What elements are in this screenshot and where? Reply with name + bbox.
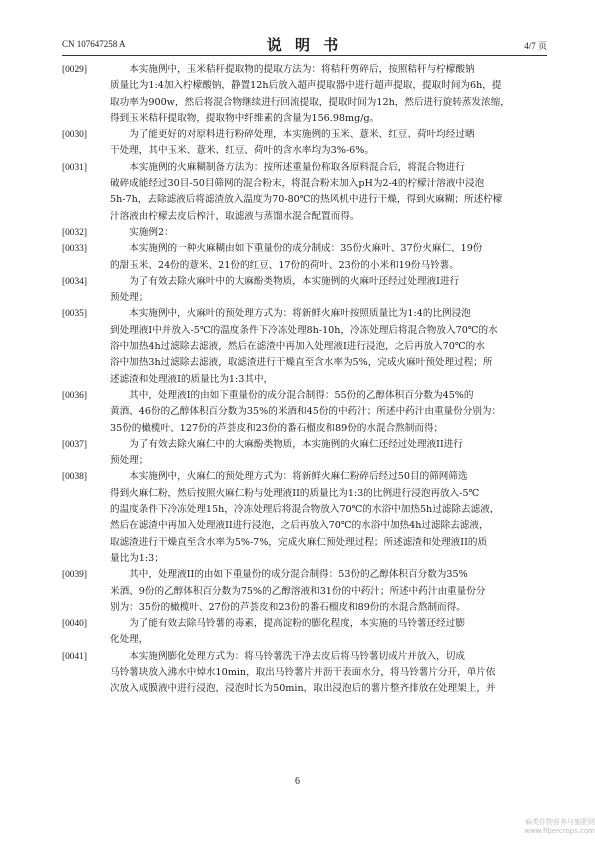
publication-number: CN 107647258 A [62,39,126,49]
paragraph-text: 本实施例中，玉米秸秆提取物的提取方法为：将秸秆剪碎后，按照秸秆与柠檬酸钠 质量比为1:4加入柠檬酸钠，静置12h后放入超声提取器中进行超声提取，提取时间为6h，提 取功率为900w，然后将混合物继续进行回流提取，提取时间为12h，然后进行旋转蒸发浓缩， 得到玉米秸秆提取物，提取物中纤维素的含量为156.98mg/g。 [110,64,510,124]
paragraph [62,160,547,225]
paragraph-number: [0037] [62,439,87,450]
paragraph-text: 其中，处理液II的由如下重量份的成分混合制得：53份的乙醇体积百分数为35% 米酒、9份的乙醇体积百分数为75%的乙醇溶液和31份的中药汁；所述中药汁由重量份分 别为：35份的橄榄叶、27份的芦荟皮和23份的番石榴皮和89份的水混合熬制而得。 [110,569,486,613]
watermark-site-name: 麻类作物营养与施肥网 [525,818,595,826]
paragraph-number: [0041] [62,651,87,662]
paragraph [62,437,547,470]
paragraph-text: 实施例2： [110,226,174,238]
paragraph-number: [0031] [62,162,87,173]
paragraph-number: [0036] [62,390,87,401]
paragraph-text: 为了有效去除火麻仁中的大麻酚类物质，本实施例的火麻仁还经过处理液II进行 预处理； [110,438,463,467]
paragraph [62,388,547,437]
paragraph [62,127,547,160]
paragraph-text: 本实施例中，火麻叶的预处理方式为：将新鲜火麻叶按照质量比为1:4的比例浸泡 到处理液I中并放入-5℃的温度条件下冷冻处理8h-10h，冷冻处理后将混合物放入70℃的水 浴中加热4h过滤除去滤液，然后在滤渣中再加入处理液I进行浸泡，之后再放入70℃的水 浴中加热3h过滤除去滤液，取滤渣进行干燥直至含水率为5%，完成火麻叶预处理过程；所 述滤渣和处理液I的质量比为1:3其中， [110,308,498,385]
paragraph-number: [0033] [62,244,87,255]
paragraph-number: [0032] [62,227,87,238]
paragraph-number: [0038] [62,472,87,483]
paragraph-text: 为了有效去除火麻叶中的大麻酚类物质，本实施例的火麻叶还经过处理液I进行 预处理； [110,275,460,304]
paragraph [62,649,547,698]
paragraph-text: 本实施例膨化处理方式为：将马铃薯洗干净去皮后将马铃薯切成片并放入，切成 马铃薯块放入沸水中焯水10min，取出马铃薯片并沥干表面水分，将马铃薯片分开，单片依 次放入成膜液中进行浸泡，浸泡时长为50min，取出浸泡后的薯片整齐排放在处理架上，并 [110,650,496,695]
paragraph [62,616,547,649]
paragraph-text: 本实施例的一种火麻糊由如下重量份的成分制成：35份火麻叶、37份火麻仁、19份 的甜玉米、24份的薏米、21份的红豆、17份的荷叶、23份的小米和19份马铃薯。 [110,243,483,271]
paragraph-text: 为了能更好的对原料进行粉碎处理，本实施例的玉米、薏米、红豆、荷叶均经过晒 干处理，其中玉米、薏米、红豆、荷叶的含水率均为3%-6%。 [110,129,475,157]
paragraph-number: [0030] [62,130,87,141]
header-divider [62,55,547,56]
paragraph-text: 本实施例中，火麻仁的预处理方式为：将新鲜火麻仁粉碎后经过50目的筛网筛选 得到火麻仁粉，然后按照火麻仁粉与处理液II的质量比为1:3的比例进行浸泡再放入-5℃ 的温度条件下冷冻处理15h，冷冻处理后将混合物放入70℃的水浴中加热5h过滤除去滤液， 然后在滤渣中再加入处理液II进行浸泡，之后再放入70℃的水浴中加热4h过滤除去滤液， 取滤渣进行干燥直至含水率为5%-7%，完成火麻仁预处理过程；所述滤渣和处理液II的质 量比为1:3； [110,471,500,564]
paragraph-number: [0034] [62,276,87,287]
watermark-url: www.fibercrops.com [524,827,595,835]
document-body [62,62,547,698]
paragraph [62,62,547,127]
paragraph [62,225,547,241]
paragraph [62,241,547,274]
watermark [450,818,595,836]
paragraph-number: [0040] [62,619,87,630]
paragraph-number: [0039] [62,570,87,581]
paragraph-text: 本实施例的火麻糊制备方法为：按所述重量份称取各原料混合后，将混合物进行 破碎成能经过30目-50目筛网的混合粉末，将混合粉末加入pH为2-4的柠檬汁溶液中浸泡 5h-7h，去除滤液后将滤渣放入温度为70-80℃的热风机中进行干燥，得到火麻糊；所述柠檬 汁溶液由柠檬去皮后榨汁，取滤液与蒸馏水混合配置而得。 [110,161,503,222]
paragraph-text: 为了能有效去除马铃薯的毒素，提高淀粉的膨化程度，本实施的马铃薯还经过膨 化处理， [110,618,465,646]
paragraph [62,469,547,567]
page-number: 6 [295,776,300,787]
paragraph [62,567,547,616]
paragraph-number: [0029] [62,65,87,75]
page-indicator: 4/7 页 [524,41,547,51]
paragraph-number: [0035] [62,309,87,320]
paragraph [62,306,547,387]
page-header [62,33,547,53]
paragraph-text: 其中，处理液I的由如下重量份的成分混合制得：55份的乙醇体积百分数为45%的 黄酒、46份的乙醇体积百分数为35%的米酒和45份的中药汁；所述中药汁由重量份分别为： 35份的橄榄叶、127份的芦荟皮和23份的番石榴皮和89份的水混合熬制而得； [110,389,502,434]
paragraph [62,274,547,307]
document-title: 说 明 书 [266,36,343,54]
